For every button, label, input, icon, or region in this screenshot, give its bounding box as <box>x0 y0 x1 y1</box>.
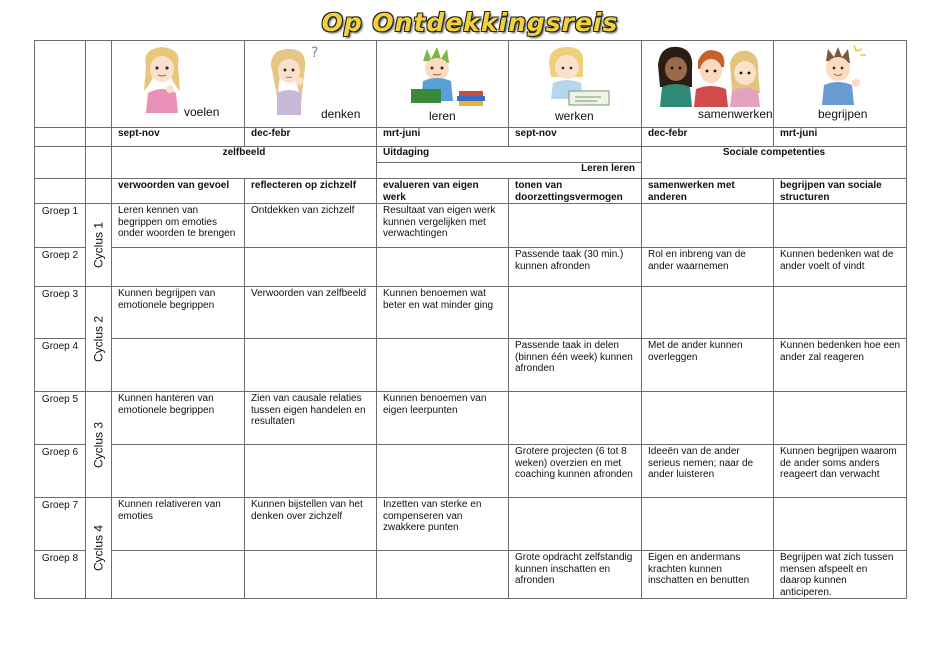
cyclus-label <box>86 498 112 599</box>
skill-header: verwoorden van gevoel <box>112 179 245 204</box>
skill-header: begrijpen van sociale structuren <box>774 179 907 204</box>
goal-cell <box>245 551 377 599</box>
goal-cell <box>245 248 377 287</box>
cyclus-text: Cyclus 1 <box>90 221 105 269</box>
skill-header: tonen van doorzettingsvermogen <box>509 179 642 204</box>
goal-cell: Passende taak in delen (binnen één week) kunnen afronden <box>509 339 642 392</box>
goal-cell <box>112 551 245 599</box>
skill-header: samenwerken met anderen <box>642 179 774 204</box>
goal-cell: Begrijpen wat zich tussen mensen afspeelt en daarop kunnen anticiperen. <box>774 551 907 599</box>
goal-cell <box>377 445 509 498</box>
period-header: dec-febr <box>245 128 377 147</box>
page-title: Op Ontdekkingsreis <box>321 8 619 37</box>
goal-cell: Kunnen begrijpen waarom de ander soms anders reageert dan verwacht <box>774 445 907 498</box>
goal-cell <box>642 204 774 248</box>
period-header: mrt-juni <box>774 128 907 147</box>
blank-cell <box>35 128 86 147</box>
blank-cell <box>86 179 112 204</box>
cyclus-label <box>86 204 112 287</box>
goal-cell: Ontdekken van zichzelf <box>245 204 377 248</box>
picture-samenwerken <box>642 41 774 128</box>
goal-cell: Kunnen benoemen wat beter en wat minder ging <box>377 287 509 339</box>
goal-cell <box>112 339 245 392</box>
blank-cell <box>35 147 86 179</box>
period-header: dec-febr <box>642 128 774 147</box>
goal-cell: Ideeën van de ander serieus nemen; naar de ander luisteren <box>642 445 774 498</box>
picture-voelen <box>112 41 245 128</box>
goal-cell: Kunnen begrijpen van emotionele begrippen <box>112 287 245 339</box>
table-row <box>35 551 907 599</box>
cyclus-text: Cyclus 4 <box>90 524 105 572</box>
blank-cell <box>35 179 86 204</box>
blank-cell <box>35 41 86 128</box>
goal-cell <box>509 287 642 339</box>
curriculum-table <box>34 40 907 599</box>
svg-text:?: ? <box>311 45 319 61</box>
caption-denken: denken <box>321 107 361 121</box>
goal-cell <box>774 392 907 445</box>
groep-label: Groep 6 <box>35 445 86 498</box>
goal-cell: Kunnen hanteren van emotionele begrippen <box>112 392 245 445</box>
picture-leren <box>377 41 509 128</box>
groep-label: Groep 7 <box>35 498 86 551</box>
blank-cell <box>86 41 112 128</box>
goal-cell <box>112 445 245 498</box>
goal-cell <box>774 287 907 339</box>
picture-begrijpen <box>774 41 907 128</box>
goal-cell: Leren kennen van begrippen om emoties onder woorden te brengen <box>112 204 245 248</box>
goal-cell: Zien van causale relaties tussen eigen handelen en resultaten <box>245 392 377 445</box>
caption-samenwerken: samenwerken <box>698 107 773 121</box>
picture-denken <box>245 41 377 128</box>
goal-cell <box>377 248 509 287</box>
goal-cell: Kunnen bijstellen van het denken over zichzelf <box>245 498 377 551</box>
goal-cell <box>377 551 509 599</box>
goal-cell <box>245 339 377 392</box>
goal-cell: Verwoorden van zelfbeeld <box>245 287 377 339</box>
table-row <box>35 445 907 498</box>
table-row <box>35 339 907 392</box>
blank-cell <box>86 147 112 179</box>
caption-voelen: voelen <box>184 105 220 119</box>
groep-label: Groep 3 <box>35 287 86 339</box>
goal-cell <box>642 392 774 445</box>
table-row <box>35 498 907 551</box>
goal-cell <box>642 287 774 339</box>
groep-label: Groep 5 <box>35 392 86 445</box>
girl-thinking-illustration <box>259 43 329 117</box>
table-row <box>35 248 907 287</box>
blank-cell <box>86 128 112 147</box>
goal-cell: Kunnen relativeren van emoties <box>112 498 245 551</box>
goal-cell: Inzetten van sterke en compenseren van zwakkere punten <box>377 498 509 551</box>
groep-label: Groep 1 <box>35 204 86 248</box>
goal-cell: Resultaat van eigen werk kunnen vergelijken met verwachtingen <box>377 204 509 248</box>
children-cooperating-illustration <box>654 43 764 109</box>
table-row <box>35 392 907 445</box>
goal-cell: Passende taak (30 min.) kunnen afronden <box>509 248 642 287</box>
goal-cell <box>642 498 774 551</box>
girl-working-illustration <box>539 43 615 109</box>
theme-sociale-competenties: Sociale competenties <box>642 147 907 179</box>
caption-werken: werken <box>555 109 594 123</box>
picture-werken <box>509 41 642 128</box>
goal-cell <box>509 392 642 445</box>
goal-cell <box>377 339 509 392</box>
period-header: sept-nov <box>112 128 245 147</box>
table-row <box>35 287 907 339</box>
period-header: sept-nov <box>509 128 642 147</box>
period-header: mrt-juni <box>377 128 509 147</box>
goal-cell: Grote opdracht zelfstandig kunnen inschatten en afronden <box>509 551 642 599</box>
skill-header: evalueren van eigen werk <box>377 179 509 204</box>
goal-cell <box>112 248 245 287</box>
theme-zelfbeeld: zelfbeeld <box>112 147 377 179</box>
goal-cell <box>774 204 907 248</box>
goal-cell: Rol en inbreng van de ander waarnemen <box>642 248 774 287</box>
goal-cell: Grotere projecten (6 tot 8 weken) overzien en met coaching kunnen afronden <box>509 445 642 498</box>
goal-cell <box>509 498 642 551</box>
groep-label: Groep 8 <box>35 551 86 599</box>
goal-cell: Eigen en andermans krachten kunnen inschatten en benutten <box>642 551 774 599</box>
caption-leren: leren <box>429 109 456 123</box>
cyclus-text: Cyclus 3 <box>90 421 105 468</box>
cyclus-label <box>86 287 112 392</box>
goal-cell <box>245 445 377 498</box>
goal-cell: Kunnen bedenken hoe een ander zal reageren <box>774 339 907 392</box>
goal-cell <box>509 204 642 248</box>
goal-cell: Kunnen benoemen van eigen leerpunten <box>377 392 509 445</box>
goal-cell <box>774 498 907 551</box>
goal-cell: Kunnen bedenken wat de ander voelt of vindt <box>774 248 907 287</box>
theme-leren-leren: Leren leren <box>377 163 642 179</box>
boy-learning-illustration <box>401 45 491 109</box>
groep-label: Groep 2 <box>35 248 86 287</box>
cyclus-label <box>86 392 112 498</box>
boy-understanding-illustration <box>810 43 876 109</box>
table-row <box>35 204 907 248</box>
caption-begrijpen: begrijpen <box>818 107 868 121</box>
girl-feeling-illustration <box>132 43 192 115</box>
cyclus-text: Cyclus 2 <box>90 315 105 363</box>
skill-header: reflecteren op zichzelf <box>245 179 377 204</box>
groep-label: Groep 4 <box>35 339 86 392</box>
goal-cell: Met de ander kunnen overleggen <box>642 339 774 392</box>
theme-uitdaging: Uitdaging <box>377 147 642 163</box>
